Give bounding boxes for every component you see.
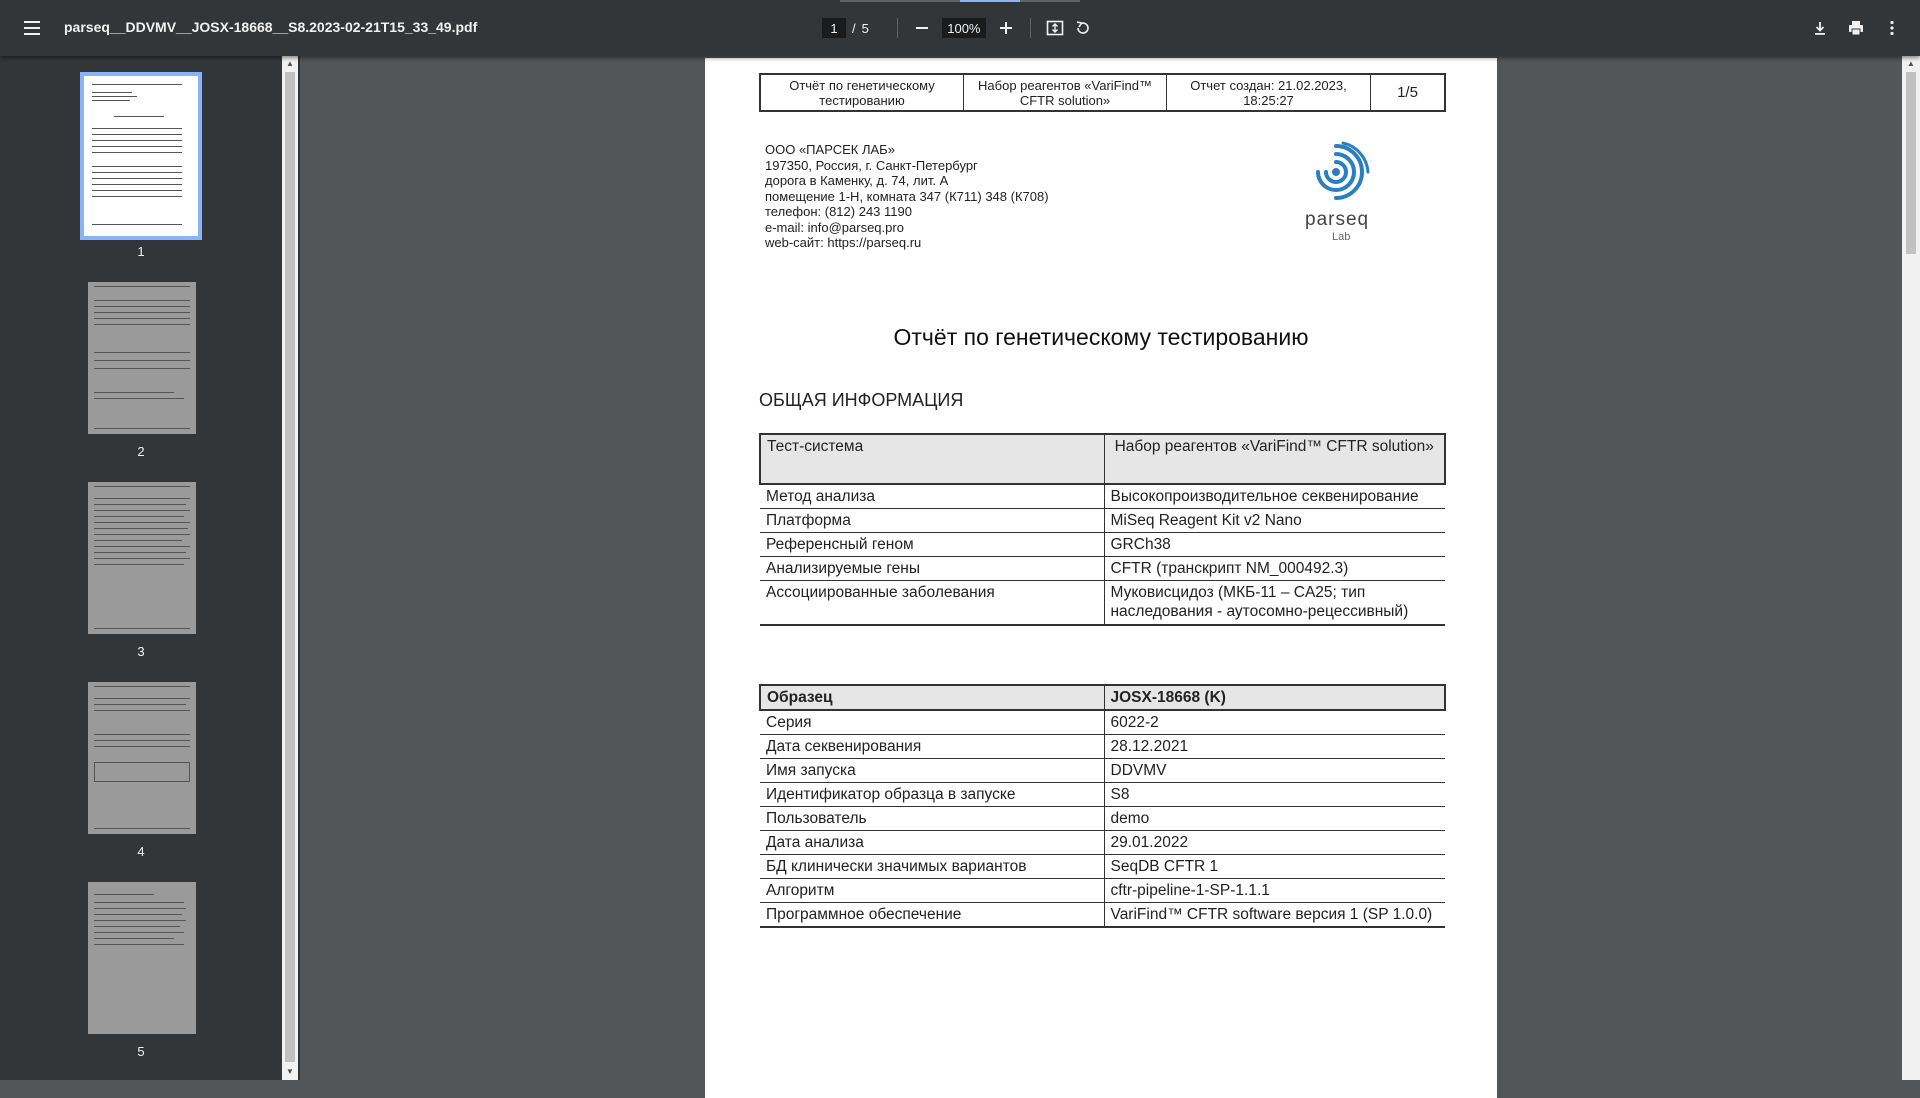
- table-row: [760, 710, 1445, 735]
- table-cell: Дата секвенирования: [760, 735, 1104, 759]
- table-cell: MiSeq Reagent Kit v2 Nano: [1104, 509, 1445, 533]
- table-header-row: [760, 685, 1445, 710]
- download-button[interactable]: [1806, 14, 1834, 42]
- loading-progress: [840, 0, 1080, 2]
- pdf-page: [705, 58, 1497, 1098]
- table-row: [760, 581, 1445, 625]
- page-thumbnail-2[interactable]: [88, 282, 196, 434]
- more-options-button[interactable]: [1878, 14, 1906, 42]
- table-cell: Метод анализа: [760, 484, 1104, 509]
- print-button[interactable]: [1842, 14, 1870, 42]
- page-zoom-controls: [822, 16, 1097, 40]
- more-vert-icon: [1889, 20, 1895, 36]
- minus-icon: [915, 21, 929, 35]
- print-icon: [1847, 19, 1865, 37]
- table-cell: Программное обеспечение: [760, 903, 1104, 928]
- page-thumbnail-label: 5: [137, 1044, 145, 1059]
- address-line: телефон: (812) 243 1190: [765, 204, 912, 219]
- table-cell: CFTR (транскрипт NM_000492.3): [1104, 557, 1445, 581]
- address-line: дорога в Каменку, д. 74, лит. А: [765, 173, 949, 188]
- page-thumbnail-label: 2: [137, 444, 145, 459]
- table-row: [760, 903, 1445, 928]
- table-cell: demo: [1104, 807, 1445, 831]
- table-cell: Образец: [760, 685, 1104, 710]
- page-total: 5: [861, 20, 869, 36]
- company-address: [765, 142, 1049, 251]
- main-scrollbar[interactable]: [1902, 56, 1920, 1080]
- menu-icon[interactable]: [18, 16, 46, 40]
- sample-info-table: [759, 684, 1446, 928]
- table-cell: Пользователь: [760, 807, 1104, 831]
- table-row: [760, 557, 1445, 581]
- table-cell: DDVMV: [1104, 759, 1445, 783]
- table-cell: GRCh38: [1104, 533, 1445, 557]
- logo-wordmark: parseq: [1305, 209, 1370, 230]
- page-header-table: [759, 73, 1446, 112]
- page-number-input[interactable]: [822, 18, 846, 38]
- zoom-in-button[interactable]: [992, 14, 1020, 42]
- scroll-down-icon[interactable]: ▼: [286, 1067, 294, 1076]
- address-line: помещение 1-Н, комната 347 (К711) 348 (К708): [765, 188, 1049, 204]
- zoom-input[interactable]: [942, 18, 986, 38]
- page-thumbnail-label: 3: [137, 644, 145, 659]
- table-row: [760, 484, 1445, 509]
- table-cell: 6022-2: [1104, 710, 1445, 735]
- header-report-title: Отчёт по генетическому тестированию: [761, 75, 964, 110]
- page-thumbnail-3[interactable]: [88, 482, 196, 634]
- table-row: [760, 759, 1445, 783]
- table-cell: Ассоциированные заболевания: [760, 581, 1104, 625]
- table-cell: S8: [1104, 783, 1445, 807]
- table-cell: Имя запуска: [760, 759, 1104, 783]
- address-line: 197350, Россия, г. Санкт-Петербург: [765, 157, 978, 173]
- thumbnail-sidebar: [0, 56, 300, 1080]
- table-cell: Высокопроизводительное секвенирование: [1104, 484, 1445, 509]
- table-cell: БД клинически значимых вариантов: [760, 855, 1104, 879]
- table-cell: Серия: [760, 710, 1104, 735]
- fit-page-button[interactable]: [1041, 14, 1069, 42]
- table-row: [760, 807, 1445, 831]
- header-page-count: 1/5: [1397, 84, 1418, 101]
- table-row: [760, 831, 1445, 855]
- sidebar-scrollbar[interactable]: [282, 56, 298, 1080]
- scroll-up-icon[interactable]: ▲: [1907, 59, 1915, 68]
- address-line: ООО «ПАРСЕК ЛАБ»: [765, 142, 895, 157]
- table-cell: Платформа: [760, 509, 1104, 533]
- sidebar-scrollbar-thumb[interactable]: [285, 72, 295, 1062]
- page-separator: /: [852, 20, 856, 36]
- scroll-up-icon[interactable]: ▲: [286, 59, 294, 68]
- table-cell: cftr-pipeline-1-SP-1.1.1: [1104, 879, 1445, 903]
- page-thumbnail-label: 4: [137, 844, 145, 859]
- document-title: Отчёт по генетическому тестированию: [893, 324, 1309, 350]
- table-cell: SeqDB CFTR 1: [1104, 855, 1445, 879]
- table-cell: 29.01.2022: [1104, 831, 1445, 855]
- plus-icon: [999, 21, 1013, 35]
- pdf-toolbar: [0, 0, 1920, 56]
- toolbar-actions: [1806, 14, 1906, 42]
- header-created-date: Отчет создан: 21.02.2023, 18:25:27: [1167, 75, 1371, 110]
- logo-subtitle: Lab: [1332, 231, 1351, 243]
- table-cell: Референсный геном: [760, 533, 1104, 557]
- address-line: web-сайт: https://parseq.ru: [765, 235, 922, 250]
- table-row: [760, 533, 1445, 557]
- table-cell: JOSX-18668 (K): [1104, 685, 1445, 710]
- fit-page-icon: [1046, 19, 1064, 37]
- table-cell: Анализируемые гены: [760, 557, 1104, 581]
- table-cell: Тест-система: [760, 434, 1104, 484]
- address-line: e-mail: info@parseq.pro: [765, 219, 904, 235]
- table-cell: Дата анализа: [760, 831, 1104, 855]
- table-row: [760, 783, 1445, 807]
- rotate-button[interactable]: [1069, 14, 1097, 42]
- page-thumbnail-5[interactable]: [88, 882, 196, 1034]
- rotate-icon: [1074, 19, 1092, 37]
- table-cell: Идентификатор образца в запуске: [760, 783, 1104, 807]
- section-title: ОБЩАЯ ИНФОРМАЦИЯ: [759, 390, 964, 410]
- table-cell: Муковисцидоз (МКБ-11 – CA25; тип наследования - аутосомно-рецессивный): [1104, 581, 1445, 625]
- general-info-table: [759, 433, 1446, 626]
- page-thumbnail-4[interactable]: [88, 682, 196, 834]
- toolbar-divider: [1030, 18, 1031, 38]
- table-cell: Алгоритм: [760, 879, 1104, 903]
- main-scrollbar-thumb[interactable]: [1906, 72, 1916, 254]
- table-cell: 28.12.2021: [1104, 735, 1445, 759]
- page-thumbnail-label: 1: [137, 244, 145, 259]
- file-title: parseq__DDVMV__JOSX-18668__S8.2023-02-21T15_33_49.pdf: [64, 19, 478, 35]
- table-row: [760, 735, 1445, 759]
- table-header-row: [760, 434, 1445, 484]
- header-kit-name: Набор реагентов «VariFind™ CFTR solution»: [964, 75, 1167, 110]
- table-row: [760, 509, 1445, 533]
- toolbar-divider: [897, 18, 898, 38]
- table-cell: VariFind™ CFTR software версия 1 (SP 1.0.0): [1104, 903, 1445, 928]
- page-thumbnail-1[interactable]: [84, 76, 198, 236]
- download-icon: [1812, 20, 1828, 36]
- zoom-out-button[interactable]: [908, 14, 936, 42]
- table-row: [760, 879, 1445, 903]
- table-cell: Набор реагентов «VariFind™ CFTR solution»: [1104, 434, 1445, 484]
- table-row: [760, 855, 1445, 879]
